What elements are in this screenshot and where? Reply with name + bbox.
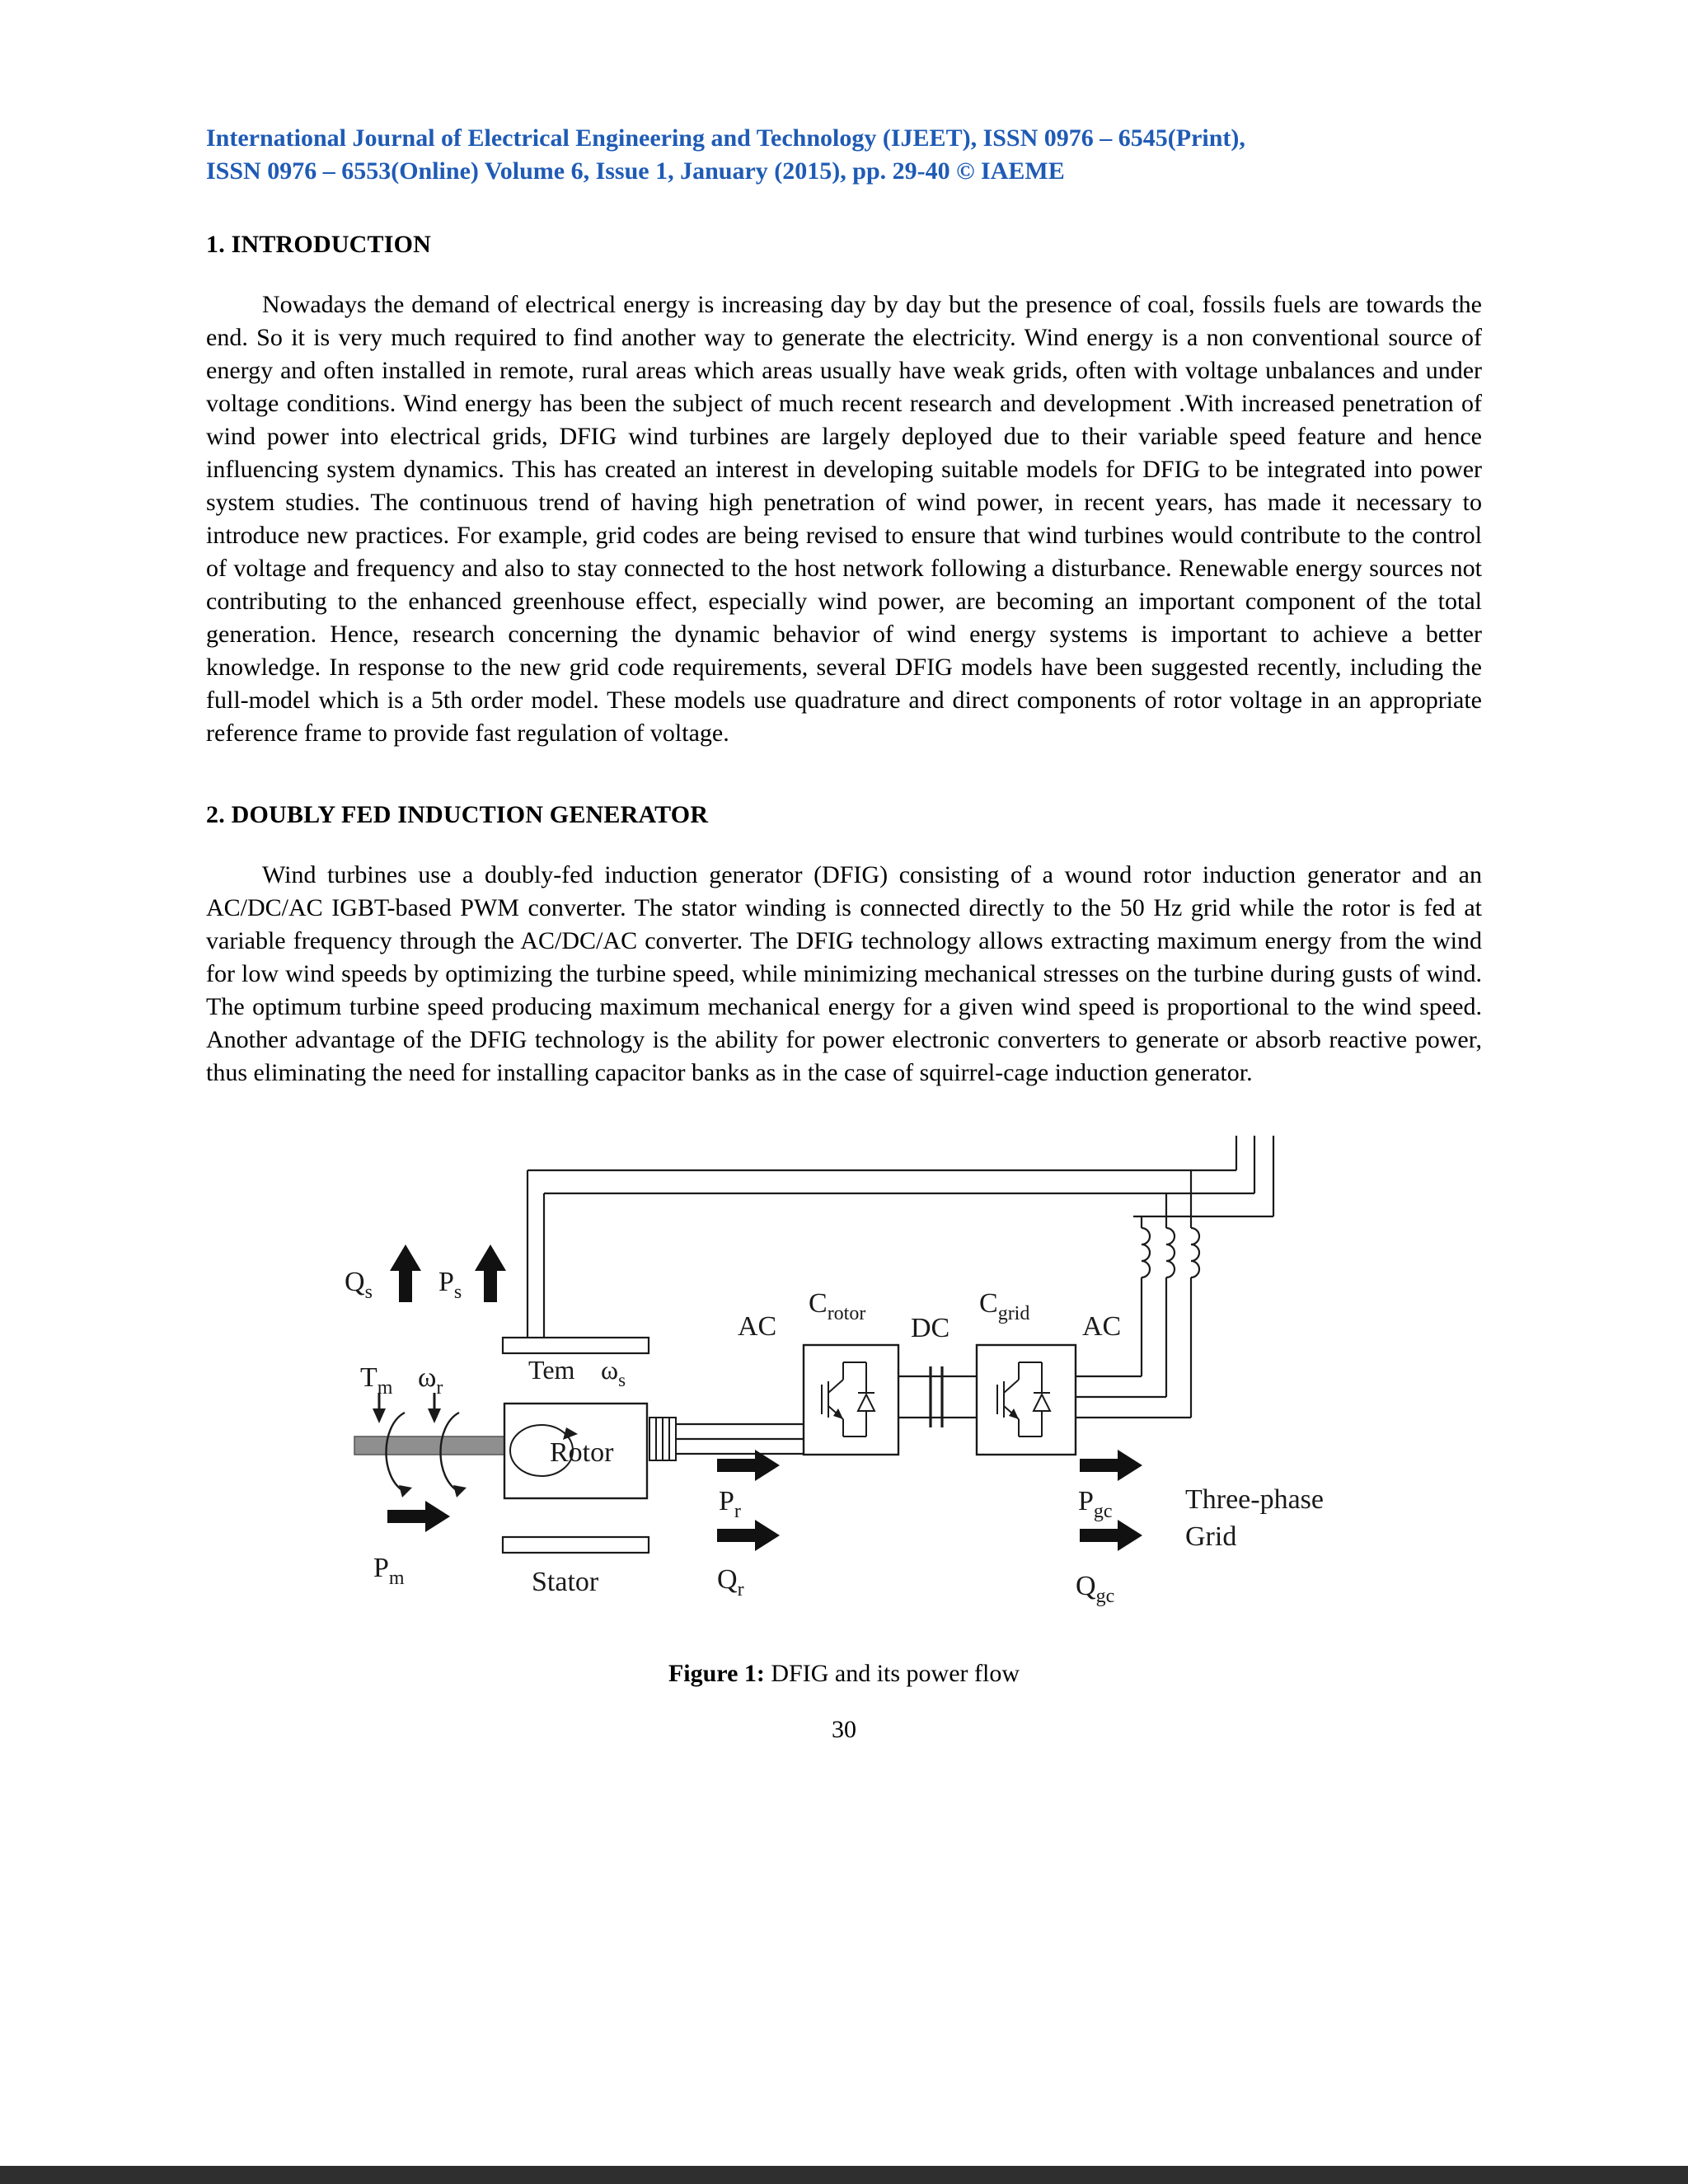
label-tm: $T_m$: [360, 1362, 393, 1399]
figure-caption-text: DFIG and its power flow: [764, 1660, 1020, 1687]
figure-caption-label: Figure 1:: [668, 1660, 765, 1687]
grid-converter-box: [977, 1345, 1076, 1455]
label-ws: $\omega_s$: [601, 1355, 626, 1390]
label-ps: $P_s$: [438, 1267, 462, 1303]
label-grid-line1: Three-phase: [1185, 1484, 1325, 1515]
rotor-side-converter: [804, 1345, 898, 1455]
paragraph-dfig: Wind turbines use a doubly-fed induction generator (DFIG) consisting of a wound rotor induction generator and an AC/DC/AC IGBT-based PWM converter. The stator winding is connected directly to the 50 Hz grid while the rotor is fed at variable frequency through the AC/DC/AC converter. The DFIG technology allows extracting maximum energy from the wind for low wind speeds by optimizing the turbine speed, while minimizing mechanical stresses on the turbine during gusts of wind. The optimum turbine speed producing maximum mechanical energy for a given wind speed is proportional to the wind speed. Another advantage of the DFIG technology is the ability for power electronic converters to generate or absorb reactive power, thus eliminating the need for installing capacitor banks as in the case of squirrel-cage induction generator.: [206, 861, 1482, 1086]
bottom-bar: [0, 2166, 1688, 2184]
label-tem: Tem: [528, 1355, 575, 1385]
pgc-arrow-icon: [1080, 1450, 1142, 1481]
label-stator: Stator: [532, 1567, 599, 1597]
slip-rings-icon: [649, 1418, 676, 1460]
label-dc: DC: [911, 1313, 950, 1343]
label-pm: $P_m$: [373, 1553, 405, 1589]
label-grid-line2: Grid: [1185, 1521, 1237, 1552]
label-c-grid: $C_{grid}$: [979, 1288, 1030, 1324]
qgc-arrow-icon: [1080, 1520, 1142, 1551]
figure-caption: [206, 1660, 1482, 1688]
journal-header: [206, 122, 1482, 188]
journal-header-line1: International Journal of Electrical Engineering and Technology (IJEET), ISSN 0976 – 6545(Print),: [206, 124, 1245, 152]
label-qs: $Q_s$: [345, 1267, 373, 1303]
label-wr: $\omega_r$: [418, 1362, 443, 1399]
page-number: 30: [832, 1716, 856, 1743]
label-pr: $P_r$: [719, 1486, 741, 1522]
stator-top-bar: [503, 1338, 649, 1353]
paragraph-introduction: Nowadays the demand of electrical energy is increasing day by day but the presence of coal, fossils fuels are towards the end. So it is very much required to find another way to generate the electricity. Wind energy is a non conventional source of energy and often installed in remote, rural areas which areas usually have weak grids, often with voltage unbalances and under voltage conditions. Wind energy has been the subject of much recent research and development .With increased penetration of wind power into electrical grids, DFIG wind turbines are largely deployed due to their variable speed feature and hence influencing system dynamics. This has created an interest in developing suitable models for DFIG to be integrated into power system studies. The continuous trend of having high penetration of wind power, in recent years, has made it necessary to introduce new practices. For example, grid codes are being revised to ensure that wind turbines would contribute to the control of voltage and frequency and also to stay connected to the host network following a disturbance. Renewable energy sources not contributing to the enhanced greenhouse effect, especially wind power, are becoming an important component of the total generation. Hence, research concerning the dynamic behavior of wind energy systems is important to achieve a better knowledge. In response to the new grid code requirements, several DFIG models have been suggested recently, including the full-model which is a 5th order model. These models use quadrature and direct components of rotor voltage in an appropriate reference frame to provide fast regulation of voltage.: [206, 291, 1482, 747]
ps-arrow-icon: [475, 1244, 506, 1302]
figure-dfig: [210, 1129, 1356, 1648]
rotor-converter-box: [804, 1345, 898, 1455]
dfig-diagram: [210, 1129, 1356, 1648]
qs-arrow-icon: [390, 1244, 421, 1302]
section-heading-introduction: 1. INTRODUCTION: [206, 231, 432, 258]
section-heading-dfig: 2. DOUBLY FED INDUCTION GENERATOR: [206, 801, 709, 828]
shaft: [354, 1436, 506, 1455]
label-qgc: $Q_{gc}$: [1076, 1571, 1115, 1607]
arc-arrowhead-2: [453, 1485, 467, 1497]
label-rotor: Rotor: [550, 1437, 614, 1468]
label-pgc: $P_{gc}$: [1078, 1486, 1113, 1522]
label-c-rotor: $C_{rotor}$: [809, 1288, 866, 1324]
label-ac-right: AC: [1082, 1311, 1122, 1342]
pm-arrow-icon: [387, 1501, 450, 1532]
qr-arrow-icon: [717, 1520, 780, 1551]
grid-side-converter: [977, 1345, 1076, 1455]
label-ac-left: AC: [738, 1311, 777, 1342]
label-qr: $Q_r$: [717, 1564, 744, 1601]
grid-choke-coils: [1142, 1228, 1199, 1277]
stator-bottom-bar: [503, 1537, 649, 1553]
arc-arrowhead-1: [399, 1485, 412, 1497]
journal-header-line2: ISSN 0976 – 6553(Online) Volume 6, Issue 1, January (2015), pp. 29-40 © IAEME: [206, 157, 1065, 185]
